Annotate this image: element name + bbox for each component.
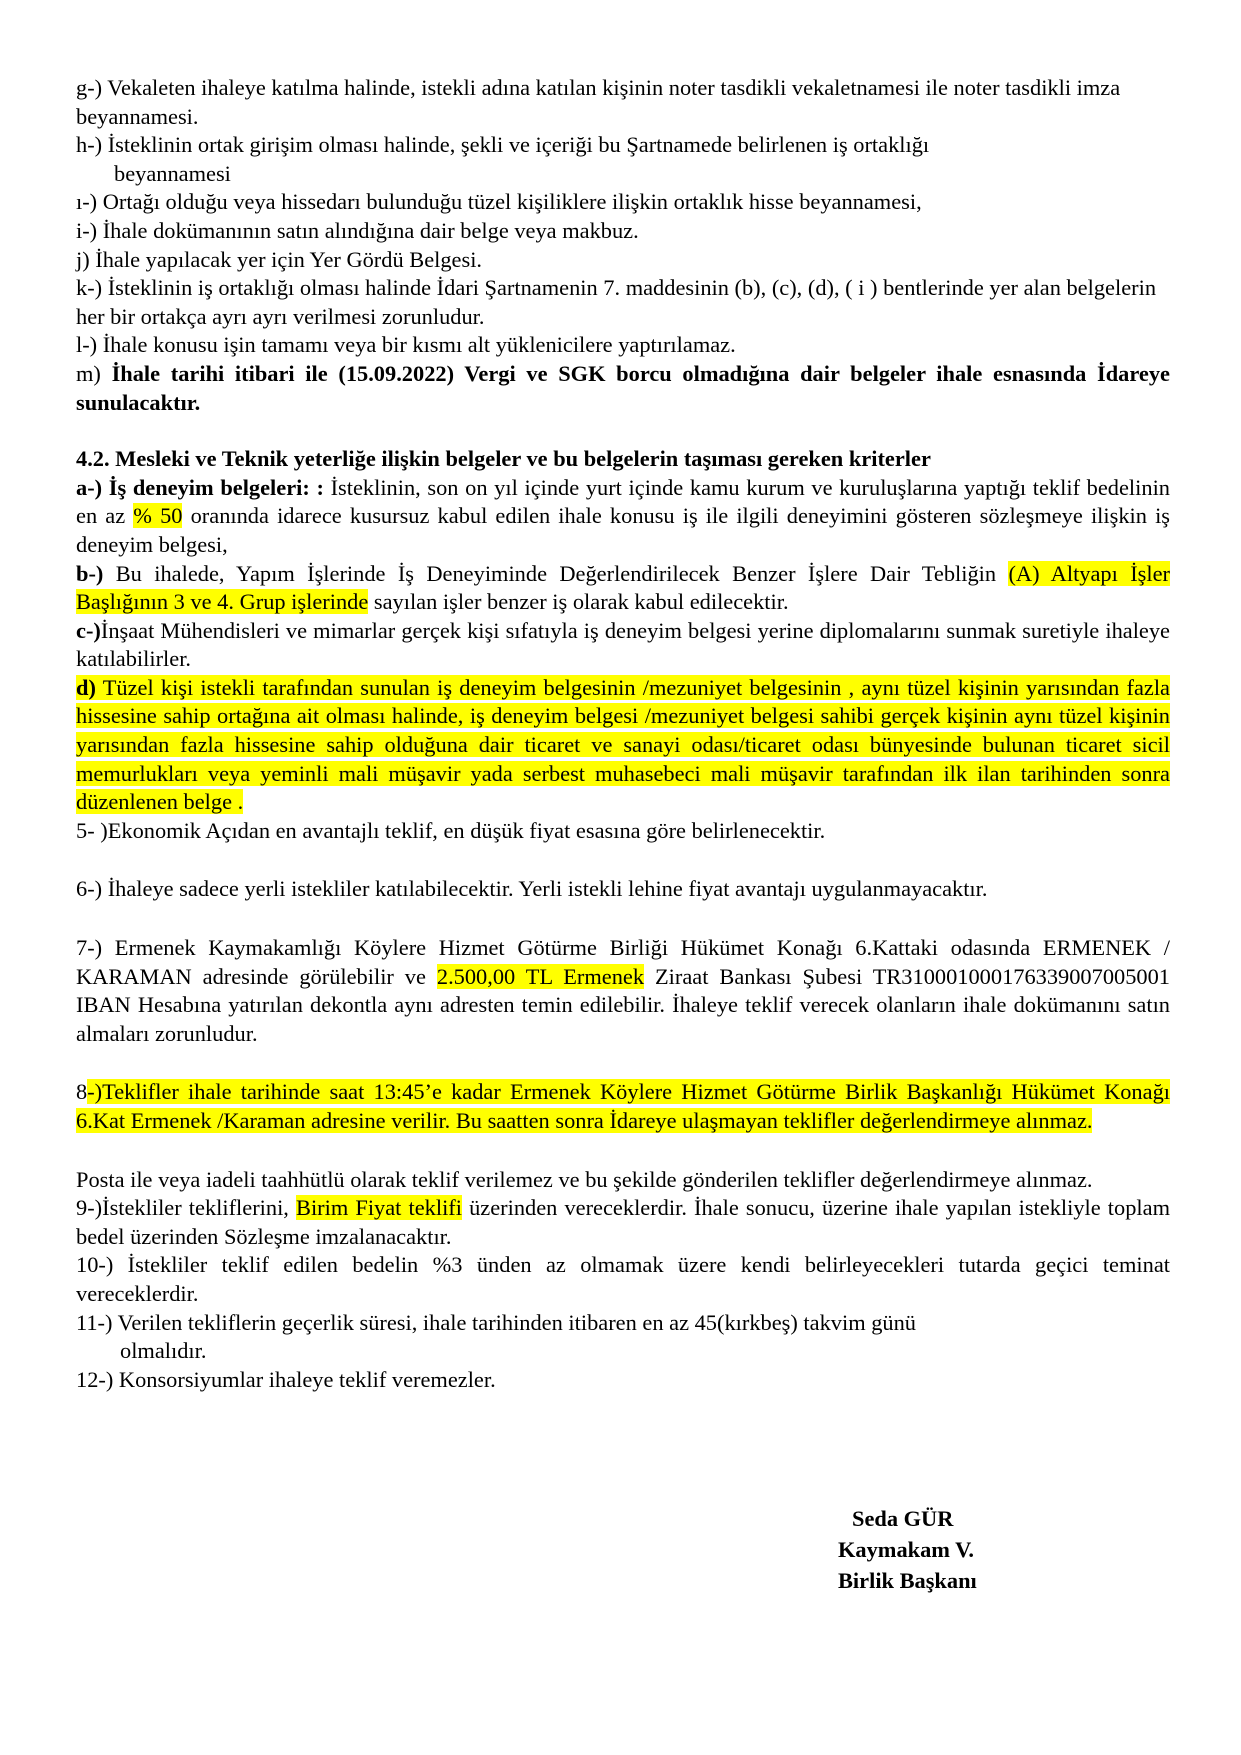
signature-block <box>838 1503 977 1596</box>
spacer <box>76 417 1170 445</box>
item-a <box>76 474 1170 560</box>
signature-title: Kaymakam V. <box>838 1537 975 1562</box>
item-a-highlight: % 50 <box>133 503 183 529</box>
paragraph-8-number: 8 <box>76 1079 88 1105</box>
paragraph-11-cont: olmalıdır. <box>120 1338 207 1364</box>
item-i-dotless: ı-) Ortağı olduğu veya hissedarı bulunduğu tüzel kişiliklere ilişkin ortaklık hisse beyannamesi, <box>76 189 922 215</box>
paragraph-9-highlight: Birim Fiyat teklifi <box>296 1195 462 1221</box>
item-b-text1: Bu ihalede, Yapım İşlerinde İş Deneyiminde Değerlendirilecek Benzer İşlere Dair Tebliğin <box>103 560 1009 586</box>
paragraph-11: 11-) Verilen tekliflerin geçerlik süresi, ihale tarihinden itibaren en az 45(kırkbeş) takvim günü <box>76 1309 916 1335</box>
item-a-text1: İsteklinin, son on yıl içinde yurt içinde kamu kurum ve kuruluşlarına yaptığı teklif bedelinin en az <box>76 474 1170 529</box>
item-m-label: m) <box>76 360 112 386</box>
paragraph-9 <box>76 1194 1170 1251</box>
spacer <box>76 1136 1170 1166</box>
paragraph-posta: Posta ile veya iadeli taahhütlü olarak teklif verilemez ve bu şekilde gönderilen teklifler değerlendirmeye alınmaz. <box>76 1166 1093 1192</box>
item-i: i-) İhale dokümanının satın alındığına dair belge veya makbuz. <box>76 217 639 243</box>
item-m-text: İhale tarihi itibari ile (15.09.2022) Vergi ve SGK borcu olmadığına dair belgeler ihale esnasında İdareye sunulacaktır. <box>76 360 1170 415</box>
item-b-highlight: (A) Altyapı İşler Başlığının 3 ve 4. Grup işlerinde <box>76 560 1170 615</box>
item-l: l-) İhale konusu işin tamamı veya bir kısmı alt yüklenicilere yaptırılamaz. <box>76 332 736 358</box>
item-k: k-) İsteklinin iş ortaklığı olması halinde İdari Şartnamenin 7. maddesinin (b), (c), (d), ( i ) bentlerinde yer alan belgelerin her bir ortakça ayrı ayrı verilmesi zorunludur. <box>76 275 1157 329</box>
paragraph-5: 5- )Ekonomik Açıdan en avantajlı teklif, en düşük fiyat esasına göre belirlenecektir. <box>76 817 826 843</box>
spacer <box>76 845 1170 875</box>
document-body <box>76 74 1170 1394</box>
item-j: j) İhale yapılacak yer için Yer Gördü Belgesi. <box>76 246 483 272</box>
paragraph-9-text2: üzerinden vereceklerdir. İhale sonucu, üzerine ihale yapılan istekliyle toplam bedel üzerinden Sözleşme imzalanacaktır. <box>76 1195 1170 1249</box>
item-d-highlight <box>76 675 1170 814</box>
signature-role: Birlik Başkanı <box>838 1568 977 1593</box>
paragraph-7-highlight: 2.500,00 TL Ermenek <box>436 963 645 989</box>
item-m <box>76 360 1170 417</box>
section-4-2-title: 4.2. Mesleki ve Teknik yeterliğe ilişkin belgeler ve bu belgelerin taşıması gereken kriterler <box>76 446 931 472</box>
item-c-text: İnşaat Mühendisleri ve mimarlar gerçek kişi sıfatıyla iş deneyim belgesi yerine diplomalarını sunmak suretiyle ihaleye katılabilirler. <box>76 617 1170 672</box>
paragraph-7-text2: Ziraat Bankası Şubesi TR310001000176339007005001 IBAN Hesabına yatırılan dekontla aynı adresten temin edilebilir. İhaleye teklif verecek olanların ihale dokümanını satın almaları zorunludur. <box>76 963 1170 1046</box>
item-h: h-) İsteklinin ortak girişim olması halinde, şekli ve içeriği bu Şartnamede belirlenen iş ortaklığı <box>76 132 930 158</box>
item-c <box>76 617 1170 674</box>
paragraph-8 <box>76 1078 1170 1135</box>
item-c-label: c-) <box>76 617 101 643</box>
item-a-text2: oranında idarece kusursuz kabul edilen ihale konusu iş ile ilgili deneyimini gösteren sözleşmeye ilişkin iş deneyim belgesi, <box>76 503 1171 557</box>
paragraph-6: 6-) İhaleye sadece yerli istekliler katılabilecektir. Yerli istekli lehine fiyat avantajı uygulanmayacaktır. <box>76 876 988 902</box>
paragraph-7 <box>76 934 1170 1048</box>
item-b <box>76 560 1170 617</box>
paragraph-9-text1: 9-)İstekliler tekliflerini, <box>76 1195 297 1221</box>
spacer <box>76 904 1170 934</box>
item-b-text2: sayılan işler benzer iş olarak kabul edilecektir. <box>368 589 789 615</box>
item-d-text: Tüzel kişi istekli tarafından sunulan iş deneyim belgesinin /mezuniyet belgesinin , aynı tüzel kişinin yarısından fazla hissesine sahip ortağına ait olması halinde, iş deneyim belgesi /mezuniyet belgesi sahibi gerçek kişinin aynı tüzel kişinin yarısından fazla hissesine sahip olduğuna dair ticaret ve sanayi odası/ticaret odası bünyesinde bulunan ticaret sicil memurlukları veya yeminli mali müşavir yada serbest muhasebeci mali müşavir tarafından ilk ilan tarihinden sonra düzenlenen belge . <box>76 674 1170 815</box>
paragraph-10: 10-) İstekliler teklif edilen bedelin %3 ünden az olmamak üzere kendi belirleyecekleri tutarda geçici teminat vereceklerdir. <box>76 1252 1170 1306</box>
paragraph-7-text1: 7-) Ermenek Kaymakamlığı Köylere Hizmet Götürme Birliği Hükümet Konağı 6.Kattaki odasında ERMENEK / KARAMAN adresinde görülebilir ve <box>76 935 1170 989</box>
signature-name: Seda GÜR <box>852 1506 954 1531</box>
item-h-cont: beyannamesi <box>114 160 231 186</box>
item-b-label: b-) <box>76 560 104 586</box>
item-d-label: d) <box>76 674 96 700</box>
paragraph-12: 12-) Konsorsiyumlar ihaleye teklif veremezler. <box>76 1366 496 1392</box>
spacer <box>76 1048 1170 1078</box>
item-d <box>76 674 1170 817</box>
item-g: g-) Vekaleten ihaleye katılma halinde, istekli adına katılan kişinin noter tasdikli vekaletnamesi ile noter tasdikli imza beyannamesi. <box>76 75 1121 129</box>
item-a-label: a-) İş deneyim belgeleri: : <box>76 474 324 500</box>
paragraph-8-highlight: -)Teklifler ihale tarihinde saat 13:45’e kadar Ermenek Köylere Hizmet Götürme Birlik Başkanlığı Hükümet Konağı 6.Kat Ermenek /Karaman adresine verilir. Bu saatten sonra İdareye ulaşmayan teklifler değerlendirmeye alınmaz. <box>76 1079 1170 1133</box>
